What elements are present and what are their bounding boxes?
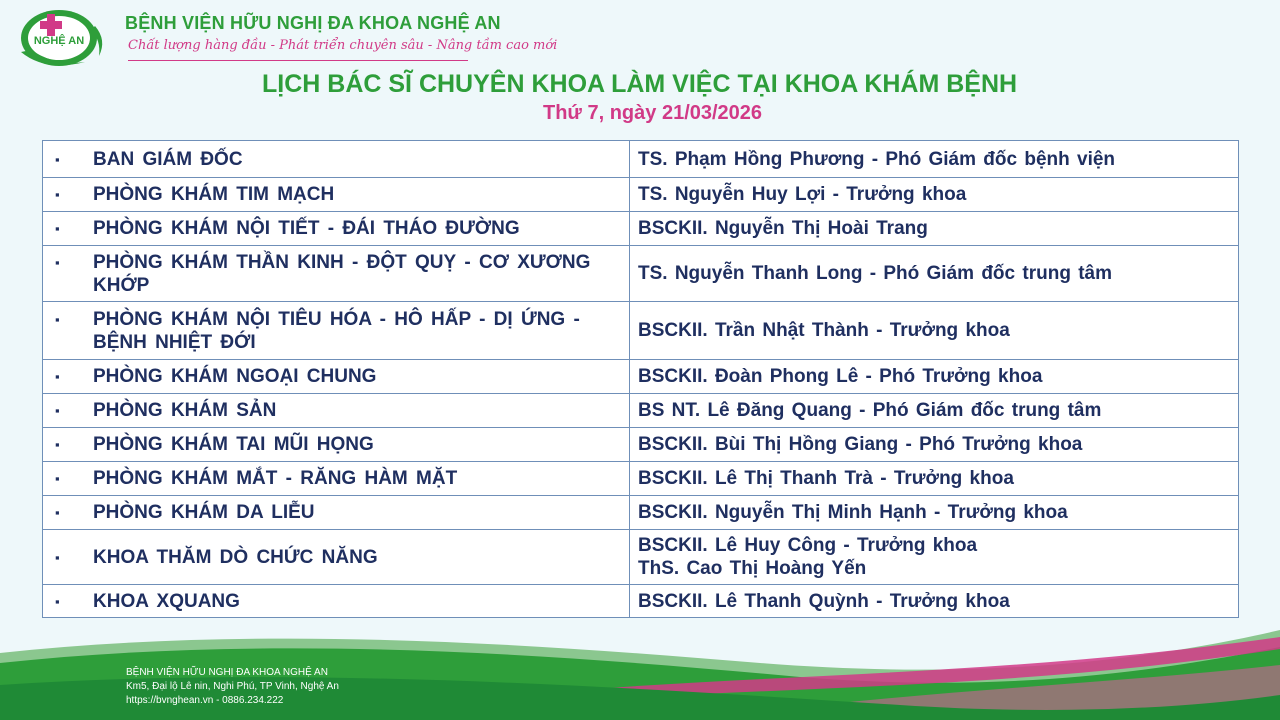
bullet-icon: ▪	[55, 471, 60, 486]
doctor-name: TS. Phạm Hồng Phương - Phó Giám đốc bệnh viện	[638, 148, 1116, 170]
schedule-date: Thứ 7, ngày 21/03/2026	[543, 102, 763, 124]
bullet-icon: ▪	[55, 505, 60, 520]
bullet-icon: ▪	[55, 221, 60, 236]
doctor-cell	[630, 462, 1239, 496]
doctor-cell	[630, 212, 1239, 246]
bullet-icon: ▪	[55, 187, 60, 202]
page-title: LỊCH BÁC SĨ CHUYÊN KHOA LÀM VIỆC TẠI KHOA KHÁM BỆNH	[262, 70, 1018, 98]
doctor-cell	[630, 246, 1239, 302]
doctor-cell	[630, 302, 1239, 360]
doctor-cell	[630, 394, 1239, 428]
table-row	[43, 302, 1239, 360]
doctor-name: BSCKII. Lê Thanh Quỳnh - Trưởng khoa	[638, 590, 1010, 612]
table-row	[43, 394, 1239, 428]
hospital-name: BỆNH VIỆN HỮU NGHỊ ĐA KHOA NGHỆ AN	[125, 13, 501, 33]
department-name: KHOA THĂM DÒ CHỨC NĂNG	[93, 546, 378, 568]
footer-info	[126, 666, 339, 708]
doctor-cell	[630, 428, 1239, 462]
bullet-icon: ▪	[55, 593, 60, 609]
bullet-icon: ▪	[55, 369, 60, 384]
department-cell	[43, 360, 630, 394]
footer-contact: https://bvnghean.vn - 0886.234.222	[126, 695, 284, 706]
department-name: KHOA XQUANG	[93, 590, 240, 612]
department-cell	[43, 302, 630, 360]
doctor-name-secondary: ThS. Cao Thị Hoàng Yến	[638, 558, 867, 579]
department-cell	[43, 246, 630, 302]
bullet-icon: ▪	[55, 151, 60, 167]
doctor-cell	[630, 141, 1239, 178]
doctor-cell	[630, 585, 1239, 618]
doctor-name: TS. Nguyễn Thanh Long - Phó Giám đốc trung tâm	[638, 263, 1112, 284]
table-row	[43, 462, 1239, 496]
doctor-cell	[630, 530, 1239, 585]
department-name: PHÒNG KHÁM NỘI TIẾT - ĐÁI THÁO ĐƯỜNG	[93, 218, 520, 239]
bullet-icon: ▪	[55, 403, 60, 418]
bullet-icon: ▪	[55, 437, 60, 452]
footer-address: Km5, Đại lộ Lê nin, Nghi Phú, TP Vinh, Nghệ An	[126, 681, 339, 692]
table-row	[43, 496, 1239, 530]
logo-text: NGHỆ AN	[33, 35, 85, 47]
footer-hospital-name: BỆNH VIỆN HỮU NGHỊ ĐA KHOA NGHỆ AN	[126, 667, 328, 678]
department-cell	[43, 178, 630, 212]
department-cell	[43, 585, 630, 618]
department-cell	[43, 212, 630, 246]
department-name: PHÒNG KHÁM SẢN	[93, 400, 277, 421]
doctor-name: BSCKII. Bùi Thị Hồng Giang - Phó Trưởng khoa	[638, 434, 1083, 455]
hospital-slogan: Chất lượng hàng đầu - Phát triển chuyên sâu - Nâng tầm cao mới	[128, 38, 558, 53]
department-name: PHÒNG KHÁM NỘI TIÊU HÓA - HÔ HẤP - DỊ ỨNG - BỆNH NHIỆT ĐỚI	[93, 308, 580, 353]
bullet-icon: ▪	[55, 254, 60, 270]
doctor-cell	[630, 496, 1239, 530]
doctor-cell	[630, 360, 1239, 394]
doctor-name: BSCKII. Đoàn Phong Lê - Phó Trưởng khoa	[638, 366, 1043, 387]
department-name: PHÒNG KHÁM MẮT - RĂNG HÀM MẶT	[93, 468, 458, 489]
doctor-name: BSCKII. Nguyễn Thị Minh Hạnh - Trưởng khoa	[638, 502, 1068, 523]
doctor-name: BSCKII. Trần Nhật Thành - Trưởng khoa	[638, 320, 1010, 341]
table-row	[43, 428, 1239, 462]
table-row	[43, 246, 1239, 302]
doctor-cell	[630, 178, 1239, 212]
doctor-name: BSCKII. Lê Huy Công - Trưởng khoa	[638, 535, 978, 556]
bullet-icon: ▪	[55, 311, 60, 327]
department-name: PHÒNG KHÁM TAI MŨI HỌNG	[93, 434, 374, 455]
department-cell	[43, 428, 630, 462]
hospital-logo	[15, 6, 115, 70]
department-name: PHÒNG KHÁM TIM MẠCH	[93, 184, 335, 205]
doctor-name: BS NT. Lê Đăng Quang - Phó Giám đốc trung tâm	[638, 400, 1102, 421]
doctor-name: BSCKII. Lê Thị Thanh Trà - Trưởng khoa	[638, 468, 1014, 489]
table-row	[43, 178, 1239, 212]
department-cell	[43, 394, 630, 428]
table-row	[43, 585, 1239, 618]
department-cell	[43, 496, 630, 530]
department-name: PHÒNG KHÁM THẦN KINH - ĐỘT QUỴ - CƠ XƯƠNG KHỚP	[93, 251, 591, 296]
department-cell	[43, 141, 630, 178]
department-cell	[43, 462, 630, 496]
doctor-name: BSCKII. Nguyễn Thị Hoài Trang	[638, 218, 928, 239]
table-row	[43, 530, 1239, 585]
table-row	[43, 212, 1239, 246]
table-row	[43, 141, 1239, 178]
department-name: PHÒNG KHÁM DA LIỄU	[93, 502, 315, 523]
table-row	[43, 360, 1239, 394]
slogan-divider	[128, 60, 468, 61]
department-cell	[43, 530, 630, 585]
doctor-name: TS. Nguyễn Huy Lợi - Trưởng khoa	[638, 184, 967, 205]
department-name: PHÒNG KHÁM NGOẠI CHUNG	[93, 366, 377, 387]
bullet-icon: ▪	[55, 549, 60, 565]
department-name: BAN GIÁM ĐỐC	[93, 148, 243, 170]
doctor-schedule-table	[42, 140, 1239, 618]
